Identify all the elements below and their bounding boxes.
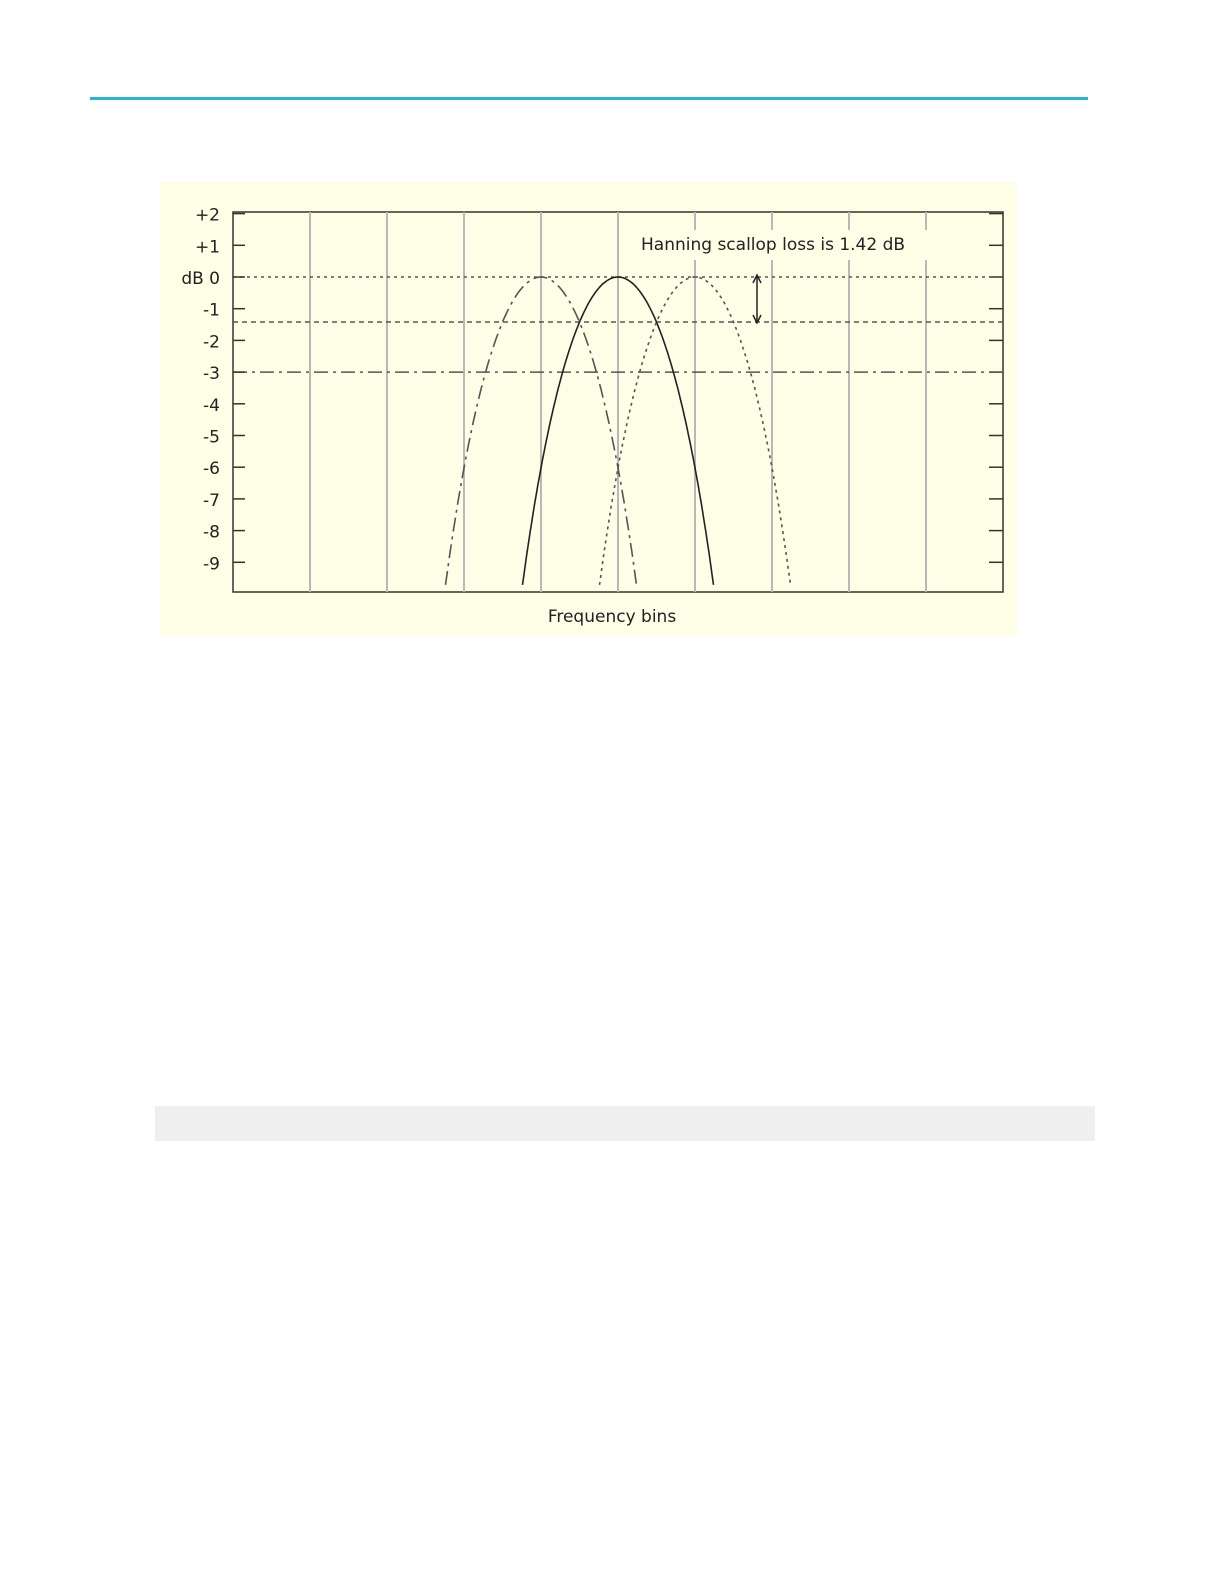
y-tick-label: -3 xyxy=(203,364,220,385)
scallop-loss-annotation: Hanning scallop loss is 1.42 dB xyxy=(641,235,906,255)
y-tick-label: -1 xyxy=(203,300,220,321)
y-tick-label: -8 xyxy=(203,522,220,543)
y-tick-label: +2 xyxy=(194,205,220,226)
x-axis-label: Frequency bins xyxy=(547,607,677,627)
y-tick-label: -2 xyxy=(203,332,220,353)
y-tick-label: -7 xyxy=(203,490,220,511)
header-rule xyxy=(90,97,1088,100)
footer-band xyxy=(155,1106,1095,1141)
y-tick-label: -4 xyxy=(203,395,220,416)
scallop-loss-chart xyxy=(160,182,1017,636)
y-tick-label: -6 xyxy=(203,459,220,480)
y-tick-label: -5 xyxy=(203,427,220,448)
y-tick-label: dB 0 xyxy=(181,269,220,289)
y-tick-label: +1 xyxy=(194,237,220,258)
chart-figure xyxy=(160,182,1017,636)
y-tick-label: -9 xyxy=(203,554,220,575)
